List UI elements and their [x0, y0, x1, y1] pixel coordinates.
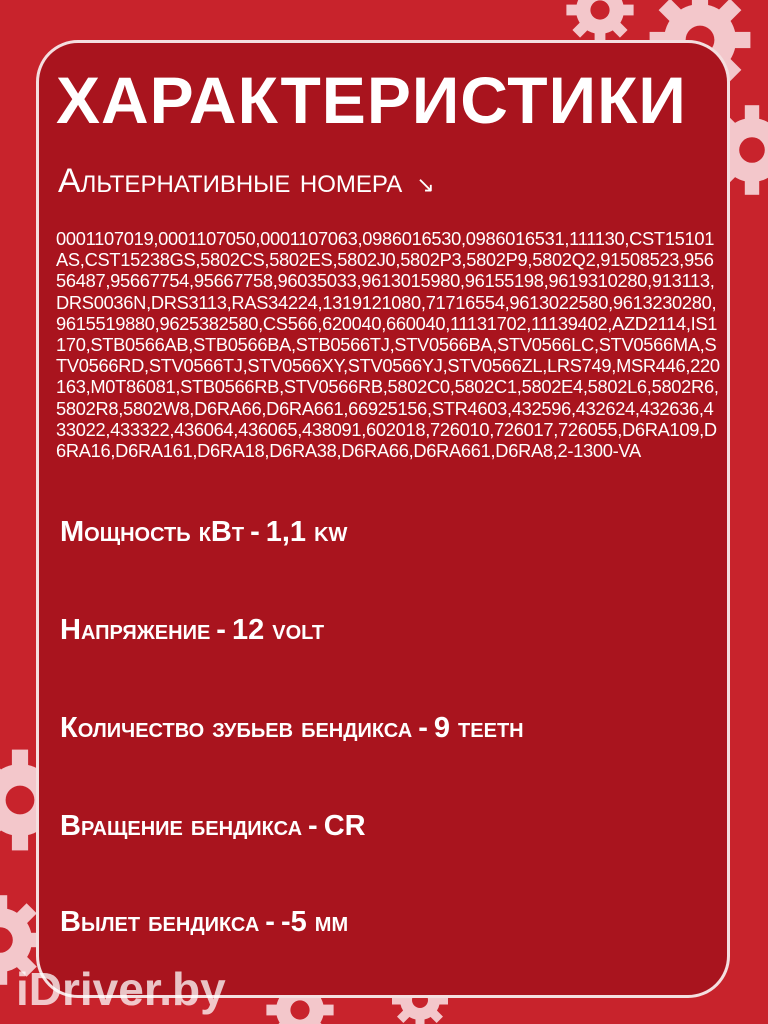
- spec-separator: -: [216, 614, 226, 646]
- spec-value: 1,1 kw: [265, 516, 348, 548]
- watermark: iDriver.by: [16, 963, 226, 1015]
- spec-label: Количество зубьев бендикса: [60, 712, 413, 744]
- spec-offset: [60, 906, 348, 939]
- spec-label: Напряжение: [60, 614, 211, 646]
- spec-value: CR: [323, 810, 366, 842]
- spec-value: -5 мм: [280, 906, 349, 938]
- page-title: ХАРАКТЕРИСТИКИ: [56, 63, 687, 137]
- spec-teeth: [60, 712, 524, 745]
- spec-value: 9 teeth: [433, 712, 524, 744]
- spec-voltage: [60, 614, 324, 647]
- alt-numbers-list: 0001107019,0001107050,0001107063,0986016530,0986016531,111130,CST15101AS,CST15238GS,5802CS,5802ES,5802J0,5802P3,5802P9,5802Q2,91508523,95656487,95667754,95667758,96035033,9613015980,96155198,9619310280,913113,DRS0036N,DRS3113,RAS34224,1319121080,71716554,9613022580,9613230280,9615519880,9625382580,CS566,620040,660040,11131702,11139402,AZD2114,IS1170,STB0566AB,STB0566BA,STB0566TJ,STV0566BA,STV0566LC,STV0566MA,STV0566RD,STV0566TJ,STV0566XY,STV0566YJ,STV0566ZL,LRS749,MSR446,220163,M0T86081,STB0566RB,STV0566RB,5802C0,5802C1,5802E4,5802L6,5802R6,5802R8,5802W8,D6RA66,D6RA661,66925156,STR4603,432596,432624,432636,433022,433322,436064,436065,438091,602018,726010,726017,726055,D6RA109,D6RA16,D6RA161,D6RA18,D6RA38,D6RA66,D6RA661,D6RA8,2-1300-VA: [56, 228, 720, 462]
- spec-label: Вращение бендикса: [60, 810, 303, 842]
- arrow-down-right-icon: ↘: [416, 171, 435, 197]
- spec-power: [60, 516, 347, 549]
- spec-separator: -: [308, 810, 318, 842]
- spec-separator: -: [250, 516, 260, 548]
- spec-label: Мощность кВт: [60, 516, 245, 548]
- spec-label: Вылет бендикса: [60, 906, 260, 938]
- spec-value: 12 volt: [231, 614, 325, 646]
- spec-rotation: [60, 810, 366, 843]
- alt-numbers-heading-text: Альтернативные номера: [58, 162, 403, 200]
- spec-separator: -: [265, 906, 275, 938]
- alt-numbers-heading: [58, 162, 435, 201]
- spec-separator: -: [418, 712, 428, 744]
